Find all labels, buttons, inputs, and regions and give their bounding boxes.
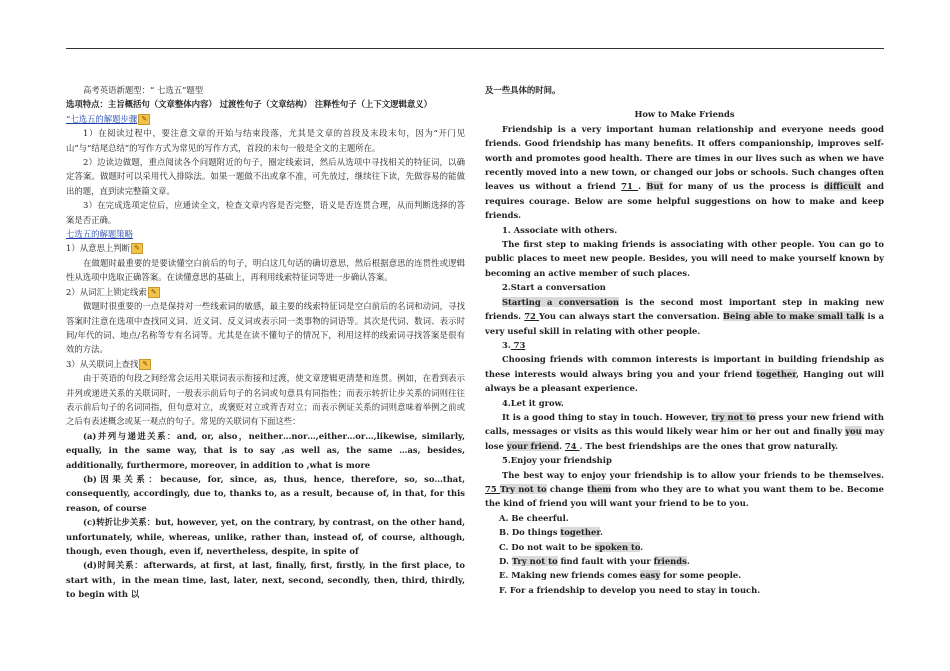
highlight: your friend bbox=[506, 440, 560, 451]
heading-5: 5.Enjoy your friendship bbox=[502, 455, 612, 466]
strategy-3-text: 由于英语的句段之间经常会运用关联词表示衔接和过渡，使文章逻辑更清楚和连贯。例如，在看到表示并列或递进关系的关联词时，一般表示前后句子的名词或句意具有同指性；而表示转折让步关系的词则往往表示前后句子的名词同指，但句意对立，或褒贬对立或背否对立；而表示例证关系的词则意味着举例之前或之后有表述概念或某一观点的句子。常见的关联词有下面这些： bbox=[66, 373, 465, 427]
option-f: F. For a friendship to develop you need to stay in touch. bbox=[499, 584, 761, 595]
spacer bbox=[485, 97, 884, 107]
steps-link[interactable]: “七选五的解题步骤 bbox=[66, 113, 138, 124]
blank-75[interactable]: 75 bbox=[485, 483, 500, 494]
blank-73[interactable]: 73 bbox=[510, 339, 526, 350]
connective-b: (b)因果关系：because, for, since, as, thus, hence, therefore, so, so…that, consequently, accordingly, due to, thanks to, as a result, because of, in that, for this reason, of course bbox=[66, 473, 465, 513]
note-icon[interactable]: ✎ bbox=[139, 359, 151, 370]
option-d: D. Try not to find fault with your friends. bbox=[499, 556, 690, 566]
option-b: B. Do things together. bbox=[499, 527, 603, 538]
right-column bbox=[485, 83, 884, 597]
paragraph-4: Choosing friends with common interests is important in building friendship as these interests would always bring you and your friend together, Hanging out will always be a pleasant experience. bbox=[485, 354, 885, 394]
option-e: E. Making new friends comes easy for some people. bbox=[499, 570, 742, 581]
paragraph-6: The best way to enjoy your friendship is to allow your friends to be themselves. 75 Try not to change them from who they are to what you want them to be. Become the kind of friend you will want your friend to be to you. bbox=[485, 469, 884, 509]
strategy-3-label: 3）从关联词上查找 ✎ bbox=[66, 357, 465, 371]
paragraph-2: The first step to making friends is associating with other people. You can go to public places to meet new people. Besides, you will need to make yourself known by becoming an active member of such places. bbox=[485, 239, 884, 278]
doc-title: 高考英语新题型：“ 七选五”题型 bbox=[83, 85, 204, 95]
heading-4: 4.Let it grow. bbox=[502, 397, 564, 408]
continued-text: 及一些具体的时间。 bbox=[485, 85, 561, 95]
highlight: try not to bbox=[711, 411, 756, 422]
paragraph-5: It is a good thing to stay in touch. However, try not to press your new friend with calls, messages or visits as this would likely wear him or her out and finally you may lose your friend. 74 . The best friendships are the ones that grow naturally. bbox=[485, 411, 884, 451]
strategy-2-text: 做题时很重要的一点是保持对一些线索词的敏感，最主要的线索特征词是空白前后的名词和动词，寻找答案时注意在选项中查找同义词、近义词、反义词或表示同一类事物的词语等。其次是代词、数词、表示时间/年代的词、地点/名称等专有名词等。尤其是在读不懂句子的情况下，利用这样的线索词寻找答案是很有效的方法。 bbox=[66, 301, 465, 355]
connective-a: (a)并列与递进关系：and, or, also，neither…nor…,either…or…,likewise, similarly, equally, in the same way, that is to say ,as well as, the same …as, besides, additionally, furthermore, moreover, in addition to ,what is more bbox=[66, 430, 465, 470]
blank-71[interactable]: 71 bbox=[621, 181, 639, 192]
step-2: 2）边读边做题，重点阅读各个问题附近的句子，圈定线索词，然后从选项中寻找相关的特征词，以确定答案。做题时可以采用代入排除法。如果一题做不出或拿不准，可先放过，继续往下读，先做容易的能做出的题，直到读完整篇文章。 bbox=[66, 157, 465, 196]
note-icon[interactable]: ✎ bbox=[148, 287, 160, 298]
highlight: Being able to make small talk bbox=[722, 311, 865, 322]
strategy-2-label: 2）从词汇上锁定线索 ✎ bbox=[66, 285, 465, 299]
highlight: But bbox=[646, 181, 664, 192]
strategy-1-label: 1）从意思上判断 ✎ bbox=[66, 241, 465, 255]
option-a: A. Be cheerful. bbox=[499, 512, 569, 523]
option-c: C. Do not wait to be spoken to. bbox=[499, 541, 644, 552]
left-column bbox=[66, 83, 465, 602]
note-icon[interactable]: ✎ bbox=[131, 243, 143, 254]
note-icon[interactable]: ✎ bbox=[138, 114, 150, 125]
highlight: difficult bbox=[823, 181, 862, 192]
header-rule bbox=[66, 48, 884, 49]
strategy-heading[interactable]: 七选五的解题策略 bbox=[66, 229, 133, 240]
highlight: you bbox=[845, 426, 862, 437]
highlight: Starting a conversation bbox=[502, 296, 619, 307]
connective-d: (d)时间关系：afterwards, at first, at last, finally, first, firstly, in the first place, to start with，in the mean time, last, later, next, second, secondly, then, third, thirdly, to begin with 以 bbox=[66, 560, 465, 600]
paragraph-3: Starting a conversation is the second most important step in making new friends. 72 You can always start the conversation. Being able to make small talk is a very useful skill in relating with other people. bbox=[485, 296, 885, 336]
blank-72[interactable]: 72 bbox=[524, 311, 540, 322]
connective-c: (c)转折让步关系：but, however, yet, on the contrary, by contrast, on the other hand, unfortunately, while, whereas, unlike, rather than, instead of, of course, although, though, even though, even if, nevertheless, despite, in spite of bbox=[66, 517, 465, 556]
highlight: them bbox=[587, 483, 612, 494]
highlight: Try not to bbox=[499, 483, 547, 494]
features-line: 选项特点：主旨概括句（文章整体内容） 过渡性句子（文章结构） 注释性句子（上下文逻辑意义） bbox=[66, 99, 432, 110]
blank-74[interactable]: 74 bbox=[564, 440, 580, 451]
highlight: together bbox=[756, 368, 797, 379]
paragraph-1: Friendship is a very important human relationship and everyone needs good friends. Good friendship has many benefits. It offers companionship, improves self-worth and promotes good health. There are times in our lives such as when we have recently moved into a new town, or changed our jobs or schools. Such changes often leaves us without a friend 71 . But for many of us the process is difficult and requires courage. Below are some helpful suggestions on how to make and keep friends. bbox=[485, 123, 884, 221]
step-3: 3）在完成选项定位后，应通读全文，检查文章内容是否完整，语义是否连贯合理，从而判断选择的答案是否正确。 bbox=[66, 200, 465, 225]
strategy-1-text: 在做题时最重要的是要读懂空白前后的句子，明白这几句话的确切意思，然后根据意思的连贯性或逻辑性从选项中选取正确答案。在读懂意思的基础上，再利用线索特征词等进一步确认答案。 bbox=[66, 257, 465, 283]
step-1: 1）在阅读过程中，要注意文章的开始与结束段落，尤其是文章的首段及末段末句，因为“开门见山”与“结尾总结”的写作方式为常见的写作方式，首段的末句一般是全文的主题所在。 bbox=[66, 128, 465, 153]
passage-title: How to Make Friends bbox=[634, 109, 735, 120]
heading-2: 2.Start a conversation bbox=[502, 282, 606, 293]
section-steps-heading[interactable] bbox=[66, 112, 465, 126]
heading-1: 1. Associate with others. bbox=[502, 224, 618, 235]
heading-3: 3. 73 bbox=[502, 339, 526, 350]
